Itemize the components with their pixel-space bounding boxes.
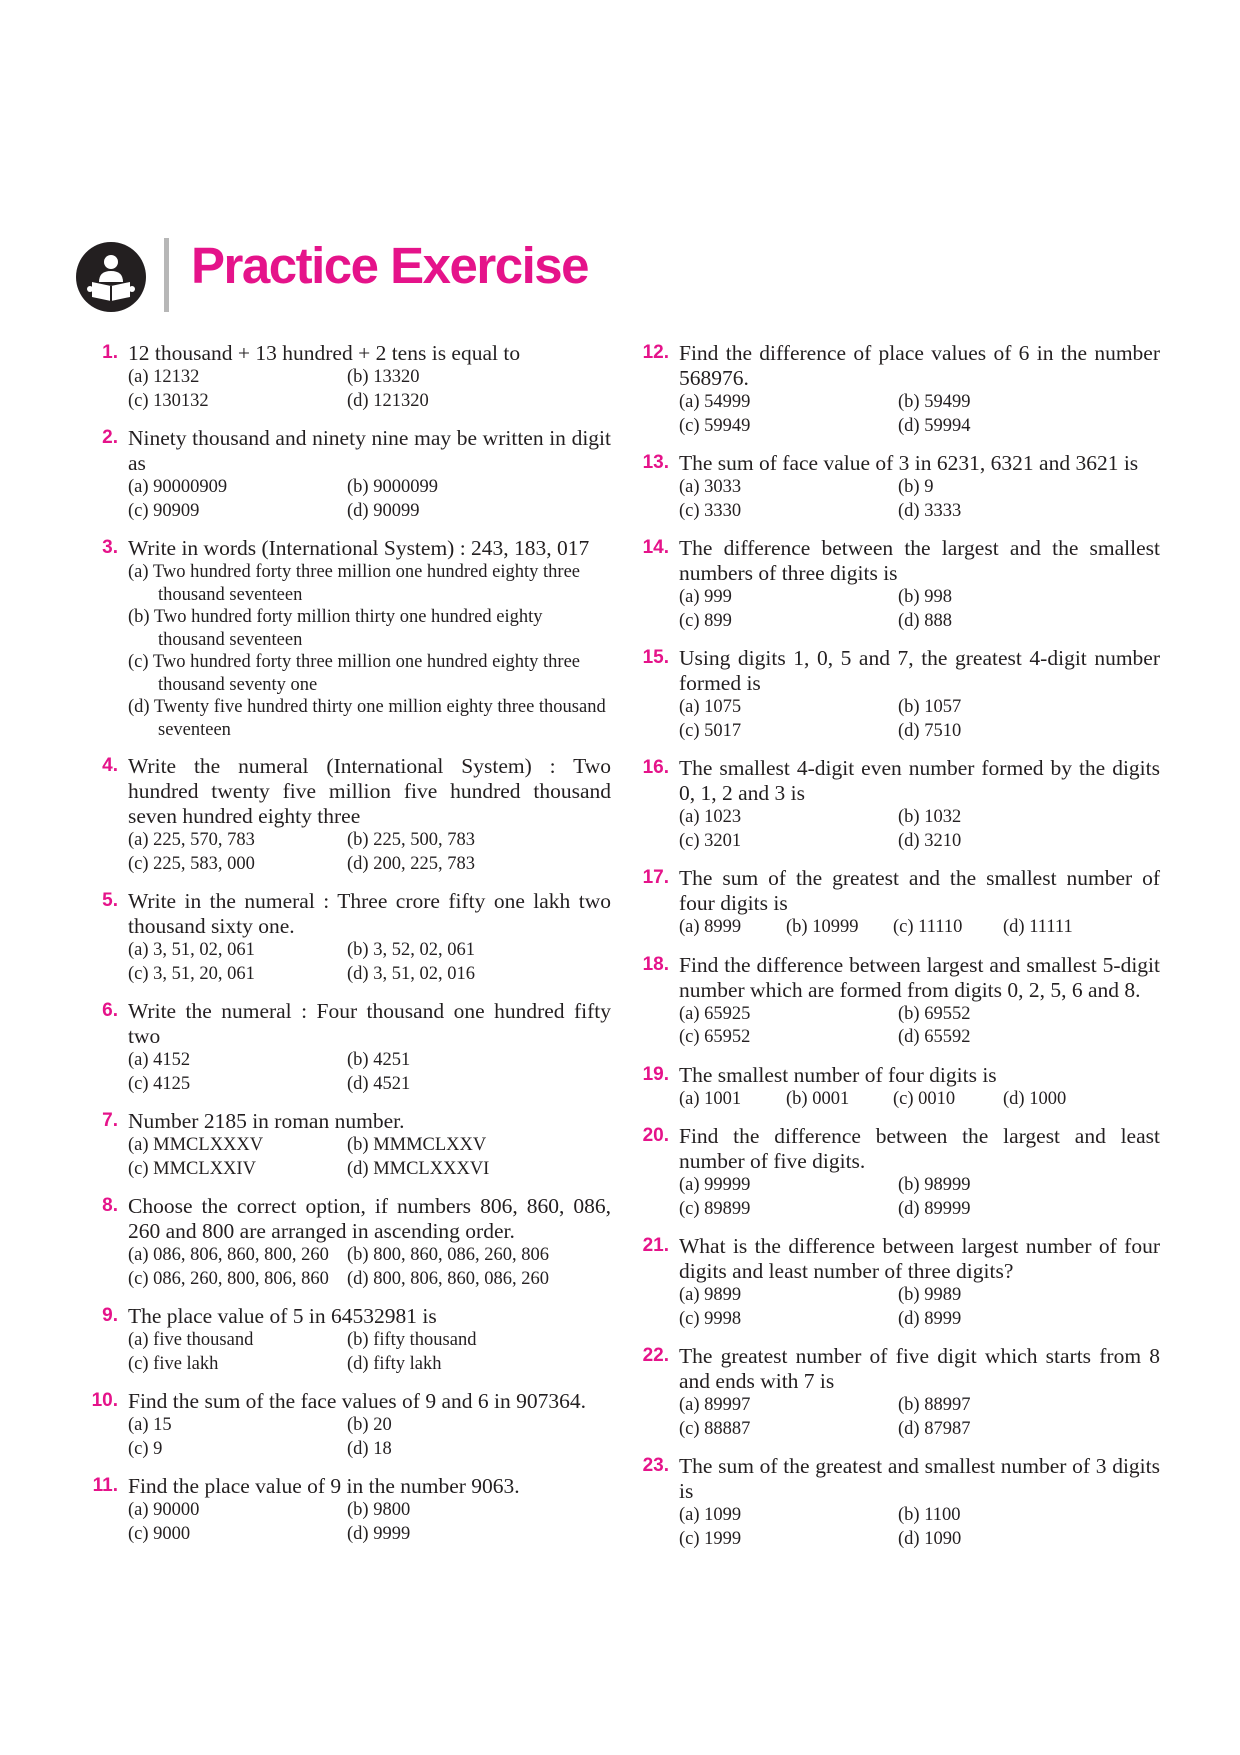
options-list <box>128 1499 611 1546</box>
answer-option: (d) Twenty five hundred thirty one million eighty three thousand seventeen <box>128 697 606 740</box>
options-list <box>679 1504 1160 1551</box>
question-item <box>86 1304 611 1376</box>
answer-option: (b) 9800 <box>347 1500 411 1520</box>
answer-option: (a) 4152 <box>128 1050 191 1070</box>
question-item <box>86 1389 611 1461</box>
question-item <box>637 536 1160 633</box>
answer-option: (a) MMCLXXXV <box>128 1135 264 1155</box>
answer-option: (c) 9000 <box>128 1523 191 1544</box>
answer-option: (d) MMCLXXXVI <box>347 1158 490 1179</box>
question-number: 15. <box>642 647 669 668</box>
question-number: 1. <box>102 342 118 363</box>
answer-option: (d) 59994 <box>898 415 971 436</box>
question-text: What is the difference between largest number of four digits and least number of three digits? <box>679 1234 1160 1283</box>
question-number: 19. <box>642 1063 669 1085</box>
question-text: The sum of face value of 3 in 6231, 6321 and 3621 is <box>679 451 1139 475</box>
answer-option: (c) 0010 <box>893 1088 956 1109</box>
question-item <box>86 1474 611 1546</box>
answer-option: (c) 65952 <box>679 1027 751 1047</box>
answer-option: (a) 3, 51, 02, 061 <box>128 940 255 960</box>
answer-option: (a) 15 <box>128 1415 172 1435</box>
answer-option: (a) 086, 806, 860, 800, 260 <box>128 1245 329 1265</box>
question-text: Write the numeral : Four thousand one hundred fifty two <box>128 999 611 1048</box>
answer-option: (b) 9000099 <box>347 477 438 497</box>
answer-option: (a) 90000 <box>128 1500 200 1520</box>
question-number: 11. <box>92 1475 118 1496</box>
answer-option: (b) 69552 <box>898 1003 971 1024</box>
page-title: Practice Exercise <box>191 237 588 294</box>
answer-option: (a) 1099 <box>679 1505 742 1525</box>
answer-option: (d) 7510 <box>898 720 962 741</box>
question-item <box>86 889 611 986</box>
left-question-column <box>86 341 611 1559</box>
question-number: 12. <box>642 342 669 363</box>
options-list <box>679 1088 1160 1112</box>
answer-option: (c) 90909 <box>128 500 200 521</box>
question-text: 12 thousand + 13 hundred + 2 tens is equal to <box>128 341 521 365</box>
answer-option: (d) 65592 <box>898 1027 971 1047</box>
options-list <box>679 1284 1160 1331</box>
options-list <box>679 1003 1160 1050</box>
answer-option: (d) 9999 <box>347 1523 411 1544</box>
question-item <box>637 866 1160 940</box>
options-list <box>679 1394 1160 1441</box>
options-list <box>128 1134 611 1181</box>
answer-option: (d) 3333 <box>898 500 962 521</box>
question-item <box>86 341 611 413</box>
answer-option: (d) 8999 <box>898 1308 962 1329</box>
question-number: 5. <box>102 890 118 911</box>
answer-option: (d) 87987 <box>898 1418 971 1439</box>
answer-option: (d) 1000 <box>1003 1088 1067 1109</box>
answer-option: (b) MMMCLXXV <box>347 1135 487 1155</box>
answer-option: (a) 12132 <box>128 367 200 387</box>
question-item <box>86 754 611 876</box>
question-number: 21. <box>642 1235 669 1256</box>
right-question-column <box>637 341 1160 1564</box>
question-number: 18. <box>642 953 669 975</box>
answer-option: (c) 4125 <box>128 1073 191 1094</box>
question-number: 8. <box>102 1195 118 1216</box>
answer-option: (d) 3210 <box>898 830 962 851</box>
answer-option: (c) Two hundred forty three million one hundred eighty three thousand seventy one <box>128 652 580 695</box>
question-number: 4. <box>102 755 118 776</box>
question-text: The smallest number of four digits is <box>679 1062 997 1087</box>
question-number: 3. <box>102 537 118 558</box>
answer-option: (c) 9 <box>128 1438 163 1459</box>
answer-option: (b) Two hundred forty million thirty one hundred eighty thousand seventeen <box>128 607 543 650</box>
question-text: Find the difference between the largest and least number of five digits. <box>679 1124 1160 1173</box>
answer-option: (b) 998 <box>898 587 952 607</box>
answer-option: (b) 9 <box>898 477 934 497</box>
question-item <box>86 1109 611 1181</box>
question-text: Find the sum of the face values of 9 and 6 in 907364. <box>128 1389 586 1413</box>
answer-option: (d) 121320 <box>347 390 429 411</box>
answer-option: (d) 800, 806, 860, 086, 260 <box>347 1268 549 1289</box>
question-item <box>86 999 611 1096</box>
question-item <box>637 646 1160 743</box>
question-item <box>637 341 1160 438</box>
options-list <box>679 696 1160 743</box>
question-item <box>637 1063 1160 1112</box>
answer-option: (a) 225, 570, 783 <box>128 830 255 850</box>
answer-option: (b) 88997 <box>898 1395 971 1415</box>
answer-option: (a) Two hundred forty three million one hundred eighty three thousand seventeen <box>128 562 580 605</box>
question-item <box>86 536 611 741</box>
answer-option: (c) 899 <box>679 610 732 631</box>
answer-option: (a) 9899 <box>679 1285 742 1305</box>
answer-option: (a) 1023 <box>679 807 742 827</box>
answer-option: (c) 59949 <box>679 415 751 436</box>
question-text: The place value of 5 in 64532981 is <box>128 1304 437 1328</box>
answer-option: (b) 3, 52, 02, 061 <box>347 940 475 960</box>
answer-option: (a) 8999 <box>679 917 742 937</box>
question-item <box>637 953 1160 1050</box>
options-list <box>128 366 611 413</box>
question-number: 13. <box>642 452 669 473</box>
answer-option: (a) 54999 <box>679 392 751 412</box>
question-number: 10. <box>91 1390 118 1411</box>
answer-option: (c) 89899 <box>679 1198 751 1219</box>
question-text: Find the place value of 9 in the number 9063. <box>128 1474 520 1498</box>
answer-option: (b) 59499 <box>898 392 971 412</box>
options-list <box>128 561 611 741</box>
answer-option: (a) 89997 <box>679 1395 751 1415</box>
question-item <box>86 1194 611 1291</box>
header-divider <box>164 238 169 312</box>
answer-option: (d) 1090 <box>898 1528 962 1549</box>
question-number: 7. <box>102 1110 118 1131</box>
options-list <box>679 806 1160 853</box>
question-number: 14. <box>642 537 669 558</box>
options-list <box>128 476 611 523</box>
options-list <box>128 1049 611 1096</box>
question-text: Choose the correct option, if numbers 806, 860, 086, 260 and 800 are arranged in ascending order. <box>128 1194 611 1243</box>
answer-option: (d) 200, 225, 783 <box>347 853 475 874</box>
answer-option: (c) five lakh <box>128 1353 219 1374</box>
question-text: Ninety thousand and ninety nine may be written in digit as <box>128 426 611 475</box>
question-number: 22. <box>642 1345 669 1366</box>
answer-option: (c) 225, 583, 000 <box>128 853 255 874</box>
answer-option: (d) 90099 <box>347 500 420 521</box>
question-number: 23. <box>642 1455 669 1476</box>
question-number: 16. <box>642 757 669 778</box>
answer-option: (a) 65925 <box>679 1003 751 1024</box>
answer-option: (a) 1001 <box>679 1088 742 1109</box>
answer-option: (b) 13320 <box>347 367 420 387</box>
answer-option: (c) 3, 51, 20, 061 <box>128 963 255 984</box>
answer-option: (d) 11111 <box>1003 917 1073 937</box>
question-item <box>637 1234 1160 1331</box>
answer-option: (b) 98999 <box>898 1175 971 1195</box>
question-text: The greatest number of five digit which starts from 8 and ends with 7 is <box>679 1344 1160 1393</box>
options-list <box>128 939 611 986</box>
answer-option: (a) 99999 <box>679 1175 751 1195</box>
answer-option: (a) 999 <box>679 587 732 607</box>
question-text: The sum of the greatest and the smallest number of four digits is <box>679 866 1160 915</box>
answer-option: (c) 086, 260, 800, 806, 860 <box>128 1268 329 1289</box>
options-list <box>128 829 611 876</box>
answer-option: (c) 3201 <box>679 830 742 851</box>
options-list <box>679 1174 1160 1221</box>
answer-option: (a) 1075 <box>679 697 742 717</box>
question-text: Using digits 1, 0, 5 and 7, the greatest 4-digit number formed is <box>679 646 1160 695</box>
answer-option: (c) 3330 <box>679 500 742 521</box>
question-text: Find the difference of place values of 6 in the number 568976. <box>679 341 1160 390</box>
answer-option: (d) 3, 51, 02, 016 <box>347 963 475 984</box>
answer-option: (a) 90000909 <box>128 477 228 497</box>
answer-option: (b) 1057 <box>898 697 962 717</box>
question-item <box>637 756 1160 853</box>
answer-option: (b) 225, 500, 783 <box>347 830 475 850</box>
question-item <box>637 451 1160 523</box>
answer-option: (d) 89999 <box>898 1198 971 1219</box>
question-text: Find the difference between largest and smallest 5-digit number which are formed from digits 0, 2, 5, 6 and 8. <box>679 952 1160 1002</box>
options-list <box>128 1414 611 1461</box>
question-text: The smallest 4-digit even number formed by the digits 0, 1, 2 and 3 is <box>679 756 1160 805</box>
question-item <box>637 1124 1160 1221</box>
question-text: Write in words (International System) : 243, 183, 017 <box>128 536 590 560</box>
question-item <box>637 1454 1160 1551</box>
answer-option: (b) 1100 <box>898 1505 961 1525</box>
options-list <box>679 916 1160 940</box>
answer-option: (b) fifty thousand <box>347 1330 477 1350</box>
answer-option: (c) 5017 <box>679 720 742 741</box>
answer-option: (b) 800, 860, 086, 260, 806 <box>347 1245 549 1265</box>
answer-option: (c) 11110 <box>893 917 963 937</box>
question-number: 9. <box>102 1305 118 1326</box>
answer-option: (b) 20 <box>347 1415 392 1435</box>
question-number: 6. <box>102 1000 118 1021</box>
answer-option: (c) 9998 <box>679 1308 742 1329</box>
options-list <box>679 391 1160 438</box>
reading-person-icon <box>76 242 146 312</box>
options-list <box>128 1329 611 1376</box>
answer-option: (d) fifty lakh <box>347 1353 442 1374</box>
answer-option: (b) 9989 <box>898 1285 962 1305</box>
answer-option: (d) 888 <box>898 610 952 631</box>
answer-option: (b) 1032 <box>898 807 962 827</box>
question-text: Number 2185 in roman number. <box>128 1109 405 1133</box>
answer-option: (d) 4521 <box>347 1073 411 1094</box>
question-item <box>86 426 611 523</box>
answer-option: (b) 4251 <box>347 1050 411 1070</box>
answer-option: (c) 130132 <box>128 390 209 411</box>
options-list <box>128 1244 611 1291</box>
answer-option: (a) five thousand <box>128 1330 254 1350</box>
options-list <box>679 476 1160 523</box>
question-text: The sum of the greatest and smallest number of 3 digits is <box>679 1454 1160 1503</box>
question-number: 20. <box>642 1125 669 1146</box>
answer-option: (d) 18 <box>347 1438 392 1459</box>
answer-option: (c) 1999 <box>679 1528 742 1549</box>
question-item <box>637 1344 1160 1441</box>
page-header <box>76 237 676 314</box>
question-number: 2. <box>102 427 118 448</box>
answer-option: (b) 0001 <box>786 1088 850 1109</box>
answer-option: (c) 88887 <box>679 1418 751 1439</box>
question-number: 17. <box>642 867 669 888</box>
answer-option: (b) 10999 <box>786 917 859 937</box>
question-text: The difference between the largest and the smallest numbers of three digits is <box>679 536 1160 585</box>
question-text: Write in the numeral : Three crore fifty one lakh two thousand sixty one. <box>128 889 611 938</box>
question-text: Write the numeral (International System) : Two hundred twenty five million five hundred thousand seven hundred eighty three <box>128 754 611 828</box>
answer-option: (a) 3033 <box>679 477 742 497</box>
answer-option: (c) MMCLXXIV <box>128 1158 256 1179</box>
options-list <box>679 586 1160 633</box>
